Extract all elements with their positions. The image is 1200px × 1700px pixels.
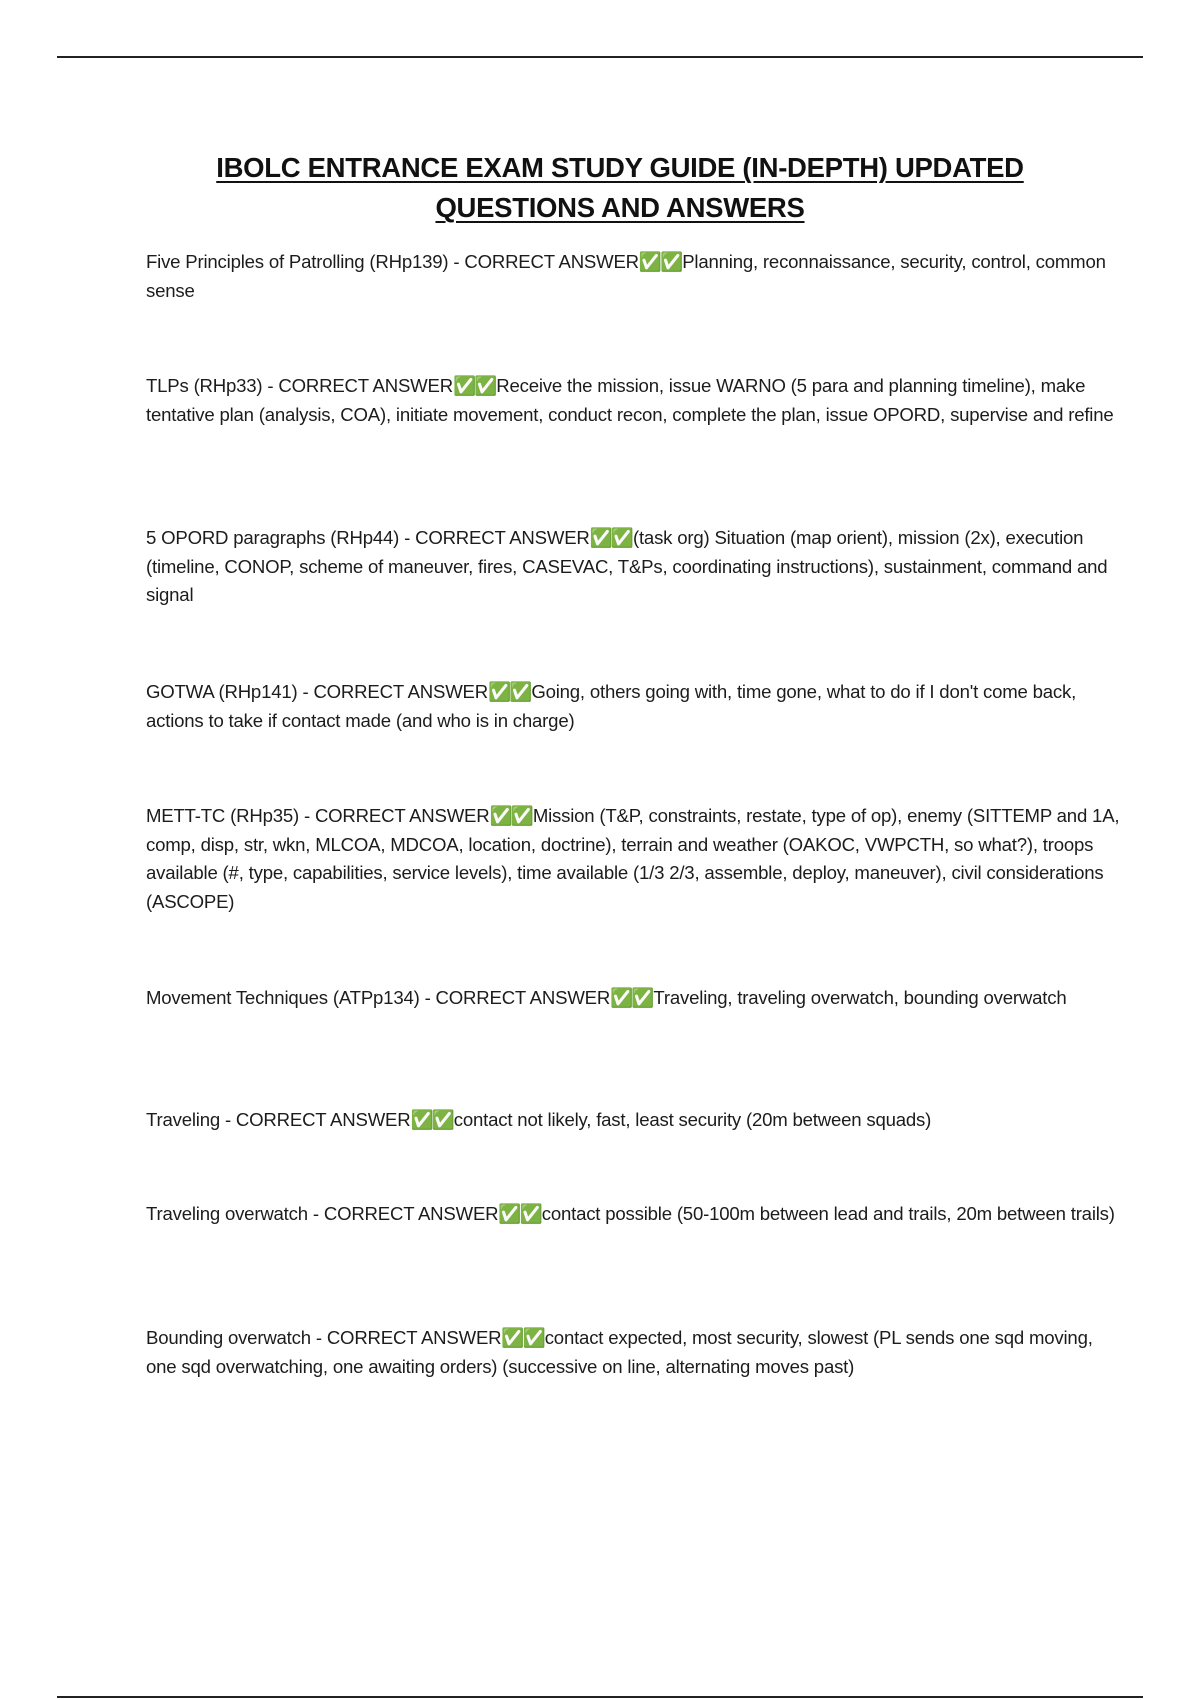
correct-answer-label: CORRECT ANSWER bbox=[323, 1203, 499, 1224]
title-line-2: QUESTIONS AND ANSWERS bbox=[435, 192, 805, 223]
separator: - bbox=[219, 1109, 236, 1130]
title-line-1: IBOLC ENTRANCE EXAM STUDY GUIDE (IN-DEPTH) UPDATED bbox=[216, 152, 1024, 183]
correct-answer-label: CORRECT ANSWER bbox=[314, 805, 490, 826]
question-text: TLPs (RHp33) bbox=[146, 375, 263, 396]
separator: - bbox=[448, 251, 465, 272]
answer-text: Mission (T&P, constraints, restate, type of op), enemy (SITTEMP and 1A, comp, disp, str, wkn, MLCOA, MDCOA, location, doctrine), terrain and weather (OAKOC, VWPCTH, so what?), troops available (#, type, capabilities, service levels), time available (1/3 2/3, assemble, deploy, maneuver), civil considerations (ASCOPE) bbox=[146, 805, 1120, 912]
correct-answer-label: CORRECT ANSWER bbox=[464, 251, 639, 272]
answer-text: contact possible (50-100m between lead and trails, 20m between trails) bbox=[541, 1203, 1115, 1224]
answer-text: contact not likely, fast, least security (20m between squads) bbox=[453, 1109, 932, 1130]
question-text: Movement Techniques (ATPp134) bbox=[146, 987, 420, 1008]
separator: - bbox=[299, 805, 315, 826]
question-text: Five Principles of Patrolling (RHp139) bbox=[146, 251, 449, 272]
question-text: Traveling bbox=[146, 1109, 220, 1130]
correct-answer-label: CORRECT ANSWER bbox=[326, 1327, 502, 1348]
check-icon: ✅✅ bbox=[610, 987, 653, 1008]
check-icon: ✅✅ bbox=[410, 1109, 453, 1130]
qa-item bbox=[146, 984, 1126, 1013]
question-text: GOTWA (RHp141) bbox=[146, 681, 298, 702]
qa-item bbox=[146, 1106, 1126, 1135]
answer-text: Planning, reconnaissance, security, control, common sense bbox=[146, 251, 1106, 301]
correct-answer-label: CORRECT ANSWER bbox=[235, 1109, 411, 1130]
check-icon: ✅✅ bbox=[589, 527, 632, 548]
correct-answer-label: CORRECT ANSWER bbox=[313, 681, 488, 702]
page-title bbox=[100, 148, 1140, 228]
question-text: Bounding overwatch bbox=[146, 1327, 311, 1348]
qa-item bbox=[146, 248, 1126, 305]
correct-answer-label: CORRECT ANSWER bbox=[435, 987, 611, 1008]
qa-item bbox=[146, 678, 1126, 735]
separator: - bbox=[399, 527, 416, 548]
correct-answer-label: CORRECT ANSWER bbox=[415, 527, 590, 548]
correct-answer-label: CORRECT ANSWER bbox=[278, 375, 453, 396]
check-icon: ✅✅ bbox=[452, 375, 496, 396]
question-text: Traveling overwatch bbox=[146, 1203, 308, 1224]
answer-text: Traveling, traveling overwatch, bounding overwatch bbox=[653, 987, 1067, 1008]
qa-item bbox=[146, 372, 1126, 429]
qa-item bbox=[146, 802, 1126, 916]
answer-text: contact expected, most security, slowest (PL sends one sqd moving, one sqd overwatching, one awaiting orders) (successive on line, alternating moves past) bbox=[146, 1327, 1093, 1377]
check-icon: ✅✅ bbox=[501, 1327, 544, 1348]
answer-text: (task org) Situation (map orient), mission (2x), execution (timeline, CONOP, scheme of maneuver, fires, CASEVAC, T&Ps, coordinating instructions), sustainment, command and signal bbox=[146, 527, 1108, 605]
check-icon: ✅✅ bbox=[498, 1203, 541, 1224]
separator: - bbox=[310, 1327, 327, 1348]
separator: - bbox=[307, 1203, 324, 1224]
qa-item bbox=[146, 1200, 1126, 1229]
check-icon: ✅✅ bbox=[489, 805, 532, 826]
answer-text: Receive the mission, issue WARNO (5 para and planning timeline), make tentative plan (analysis, COA), initiate movement, conduct recon, complete the plan, issue OPORD, supervise and refine bbox=[146, 375, 1114, 425]
top-rule bbox=[57, 56, 1143, 58]
question-text: METT-TC (RHp35) bbox=[146, 805, 299, 826]
separator: - bbox=[419, 987, 436, 1008]
qa-item bbox=[146, 524, 1126, 610]
check-icon: ✅✅ bbox=[638, 251, 682, 272]
qa-item bbox=[146, 1324, 1126, 1381]
check-icon: ✅✅ bbox=[488, 681, 531, 702]
bottom-rule bbox=[57, 1696, 1143, 1698]
question-text: 5 OPORD paragraphs (RHp44) bbox=[146, 527, 400, 548]
separator: - bbox=[297, 681, 314, 702]
answer-text: Going, others going with, time gone, what to do if I don't come back, actions to take if contact made (and who is in charge) bbox=[146, 681, 1077, 731]
separator: - bbox=[262, 375, 279, 396]
